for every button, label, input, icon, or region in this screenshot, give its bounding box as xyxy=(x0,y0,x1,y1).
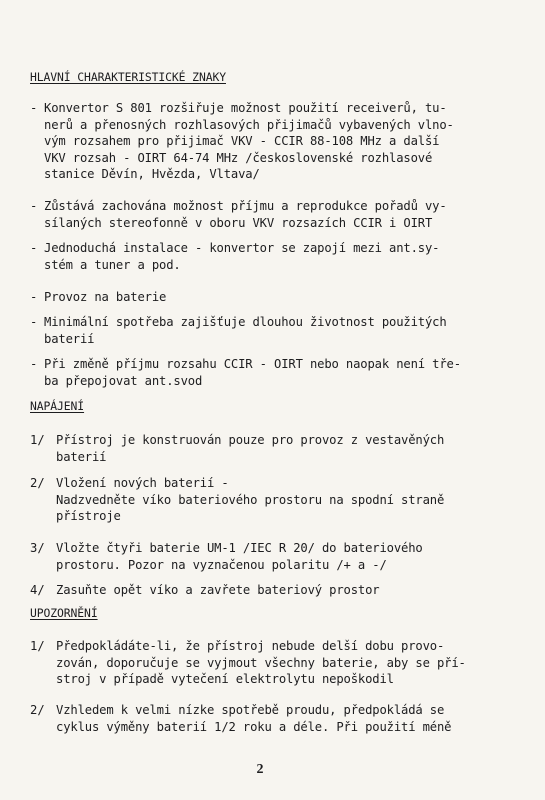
list-item xyxy=(30,356,535,389)
item-text: Vzhledem k velmi nízke spotřebě proudu, předpokládá se cyklus výměny baterií 1/2 roku a déle. Při použití méně xyxy=(56,703,452,734)
item-text: Zůstává zachována možnost příjmu a reprodukce pořadů vy- sílaných stereofonně v oboru VKV rozsazích CCIR i OIRT xyxy=(44,199,447,230)
item-text: Předpokládáte-li, že přístroj nebude delší dobu provo- zován, doporučuje se vyjmout všechny baterie, aby se pří- stroj v případě vytečení elektrolytu nepoškodil xyxy=(56,639,466,687)
list-item xyxy=(30,240,535,273)
list-item xyxy=(30,582,535,599)
item-text: Vložte čtyři baterie UM-1 /IEC R 20/ do bateriového prostoru. Pozor na vyznačenou polaritu /+ a -/ xyxy=(56,541,423,572)
item-marker: 3/ xyxy=(30,541,45,555)
item-text: Vložení nových baterií - Nadzvedněte víko bateriového prostoru na spodní straně přístroje xyxy=(56,476,445,524)
list-item xyxy=(30,100,535,183)
item-marker: 2/ xyxy=(30,476,45,490)
list-item xyxy=(30,314,535,347)
item-marker: 2/ xyxy=(30,703,45,717)
list-item xyxy=(30,289,535,306)
item-marker: - xyxy=(30,101,38,115)
list-item xyxy=(30,702,535,735)
item-text: Minimální spotřeba zajišťuje dlouhou životnost použitých baterií xyxy=(44,315,447,346)
list-item xyxy=(30,540,535,573)
list-item xyxy=(30,198,535,231)
list-item xyxy=(30,475,535,525)
section-heading-warning: UPOZORNĚNÍ xyxy=(30,606,98,620)
item-marker: 4/ xyxy=(30,583,45,597)
item-text: Jednoduchá instalace - konvertor se zapojí mezi ant.sy- stém a tuner a pod. xyxy=(44,241,440,272)
item-marker: 1/ xyxy=(30,433,45,447)
list-item xyxy=(30,432,535,465)
section-heading-power: NAPÁJENÍ xyxy=(30,399,85,413)
list-item xyxy=(30,638,535,688)
item-marker: - xyxy=(30,290,38,304)
item-text: Zasuňte opět víko a zavřete bateriový prostor xyxy=(56,583,380,597)
item-marker: - xyxy=(30,357,38,371)
item-text: Provoz na baterie xyxy=(44,290,167,304)
item-marker: 1/ xyxy=(30,639,45,653)
section-heading-features: HLAVNÍ CHARAKTERISTICKÉ ZNAKY xyxy=(30,70,226,84)
item-text: Přístroj je konstruován pouze pro provoz z vestavěných baterií xyxy=(56,433,445,464)
item-marker: - xyxy=(30,315,38,329)
item-text: Při změně příjmu rozsahu CCIR - OIRT nebo naopak není tře- ba přepojovat ant.svod xyxy=(44,357,461,388)
item-marker: - xyxy=(30,199,38,213)
item-marker: - xyxy=(30,241,38,255)
item-text: Konvertor S 801 rozšiřuje možnost použití receiverů, tu- nerů a přenosných rozhlasových přijimačů vybavených vlno- vým rozsahem pro přijimač VKV - CCIR 88-108 MHz a další VKV rozsah - OIRT 64-74 MHz /československé rozhlasové stanice Děvín, Hvězda, Vltava/ xyxy=(44,101,454,182)
page-number: 2 xyxy=(256,762,264,777)
